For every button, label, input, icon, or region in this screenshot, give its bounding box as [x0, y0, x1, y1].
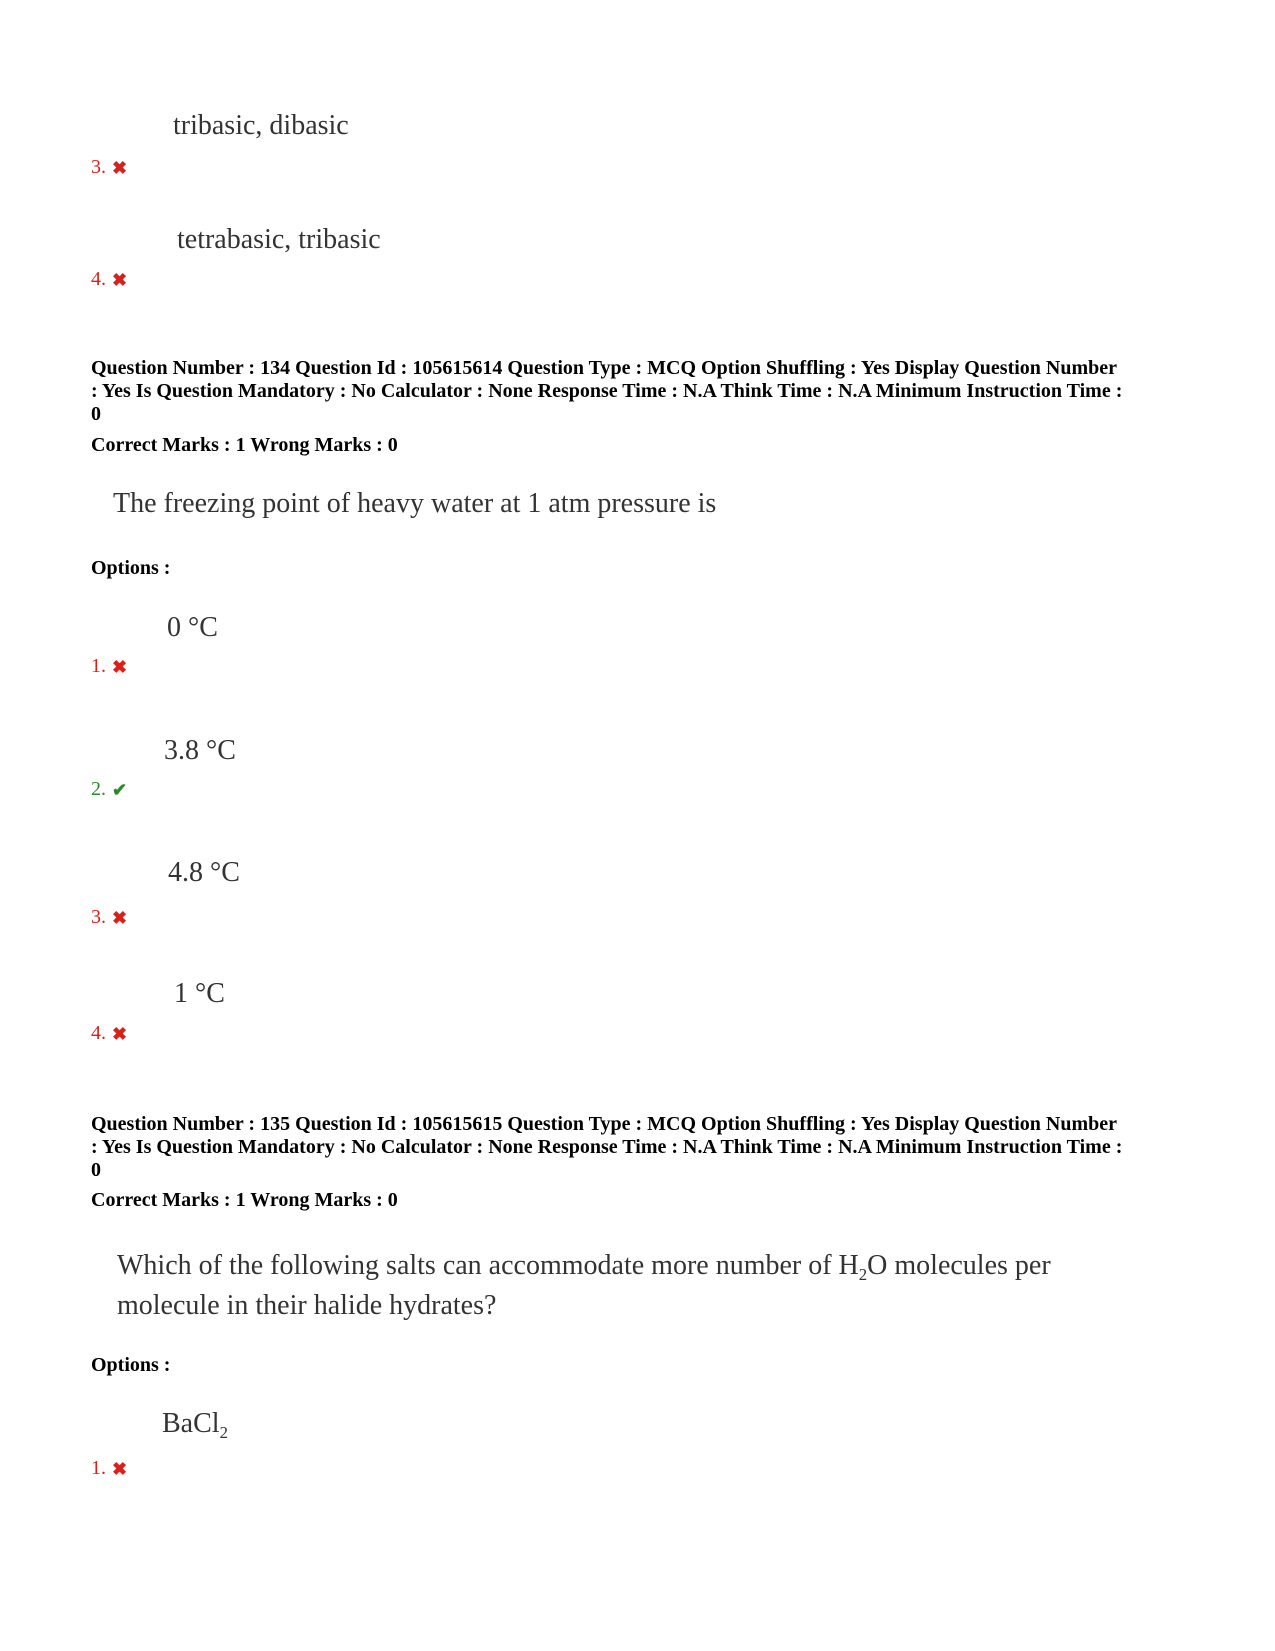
- option-formula-subscript: 2: [219, 1422, 228, 1442]
- prev-option-3-text: tribasic, dibasic: [173, 110, 349, 141]
- cross-icon: ✖: [112, 656, 128, 677]
- q135-meta-line2: : Yes Is Question Mandatory : No Calculator : None Response Time : N.A Think Time : N.A Minimum Instruction Time :: [91, 1136, 1123, 1158]
- cross-icon: ✖: [112, 157, 128, 178]
- cross-icon: ✖: [112, 269, 128, 290]
- checkmark-icon: ✔: [112, 779, 128, 800]
- option-number: 3.: [91, 156, 106, 178]
- q134-option-3-number: [91, 906, 127, 929]
- q134-option-1-number: [91, 655, 127, 678]
- q135-options-label: Options :: [91, 1354, 171, 1376]
- q135-meta-line3: 0: [91, 1159, 101, 1181]
- q134-options-label: Options :: [91, 557, 171, 579]
- cross-icon: ✖: [112, 907, 128, 928]
- prev-option-4-number: [91, 268, 127, 291]
- q134-option-4-text: 1 °C: [174, 978, 225, 1009]
- cross-icon: ✖: [112, 1023, 128, 1044]
- option-number: 1.: [91, 1457, 106, 1479]
- q135-question-part-b: O molecules per: [867, 1250, 1051, 1281]
- option-formula: BaCl: [162, 1408, 220, 1439]
- q134-meta-line3: 0: [91, 403, 101, 425]
- option-number: 3.: [91, 906, 106, 928]
- option-number: 1.: [91, 655, 106, 677]
- q135-meta-line1: Question Number : 135 Question Id : 105615615 Question Type : MCQ Option Shuffling : Yes Display Question Number: [91, 1113, 1118, 1135]
- q134-option-1-text: 0 °C: [167, 612, 218, 643]
- q135-marks: Correct Marks : 1 Wrong Marks : 0: [91, 1189, 398, 1211]
- q135-question-line2: molecule in their halide hydrates?: [117, 1290, 497, 1321]
- q134-option-3-text: 4.8 °C: [168, 857, 240, 888]
- option-number: 4.: [91, 268, 106, 290]
- option-number: 4.: [91, 1022, 106, 1044]
- q135-question-part-a: Which of the following salts can accommodate more number of H: [117, 1250, 859, 1281]
- q135-option-1-text: [162, 1408, 228, 1443]
- q134-marks: Correct Marks : 1 Wrong Marks : 0: [91, 434, 398, 456]
- q135-question-line1: [117, 1250, 1051, 1285]
- q134-option-2-text: 3.8 °C: [164, 735, 236, 766]
- q135-question-subscript: 2: [858, 1264, 868, 1284]
- q134-meta-line2: : Yes Is Question Mandatory : No Calculator : None Response Time : N.A Think Time : N.A Minimum Instruction Time :: [91, 380, 1123, 402]
- cross-icon: ✖: [112, 1458, 128, 1479]
- prev-option-4-text: tetrabasic, tribasic: [177, 224, 381, 255]
- q134-option-4-number: [91, 1022, 127, 1045]
- q135-meta: [91, 1113, 1191, 1182]
- option-number: 2.: [91, 778, 106, 800]
- q134-question-text: The freezing point of heavy water at 1 atm pressure is: [113, 488, 717, 519]
- q134-meta: [91, 357, 1191, 426]
- q134-option-2-number: [91, 778, 127, 801]
- q135-option-1-number: [91, 1457, 127, 1480]
- q134-meta-line1: Question Number : 134 Question Id : 105615614 Question Type : MCQ Option Shuffling : Yes Display Question Number: [91, 357, 1118, 379]
- prev-option-3-number: [91, 156, 127, 179]
